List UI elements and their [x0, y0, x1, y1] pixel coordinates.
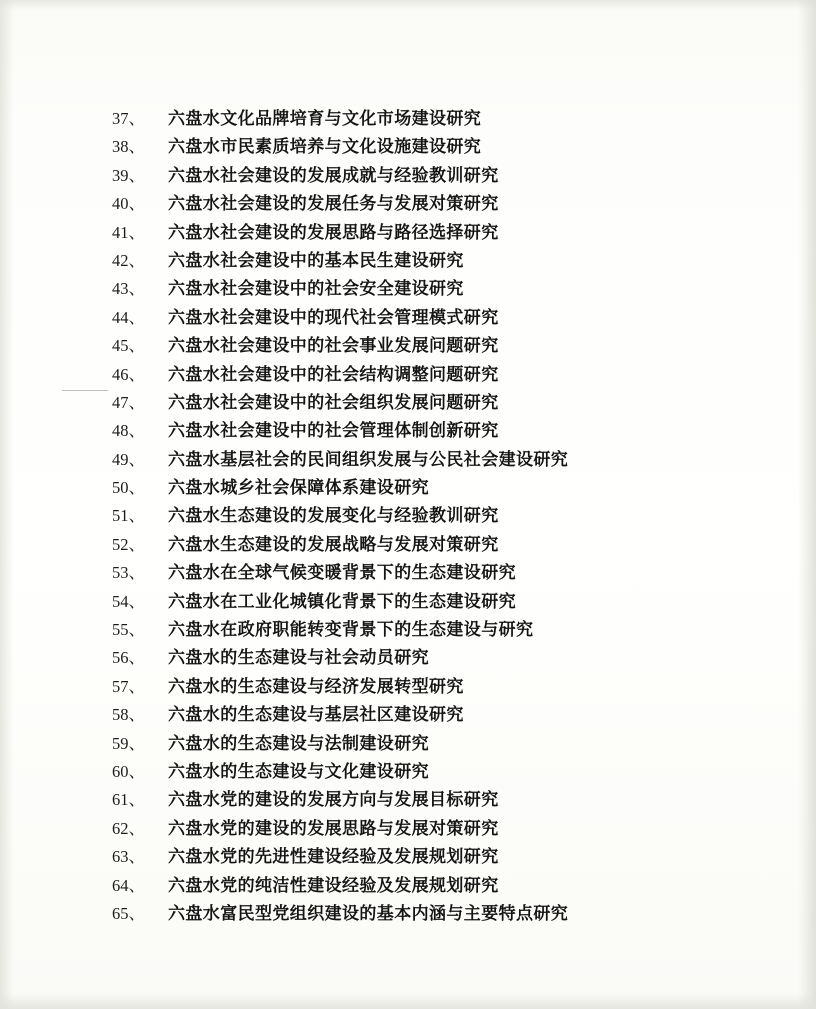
list-item: [0, 189, 816, 217]
list-item: [0, 104, 816, 132]
list-item-number: 40、: [112, 194, 145, 214]
list-item-number: 63、: [112, 847, 145, 867]
list-item-number: 52、: [112, 534, 145, 554]
list-item-number: 48、: [112, 421, 145, 441]
page-edge-top: [0, 0, 816, 10]
list-item: [0, 871, 816, 899]
list-item: [0, 416, 816, 444]
list-item-number: 39、: [112, 165, 145, 185]
list-item-number: 61、: [112, 790, 145, 810]
list-item-number: 50、: [112, 478, 145, 498]
list-item-number: 42、: [112, 250, 145, 270]
list-item-title: 六盘水社会建设的发展思路与路径选择研究: [168, 222, 499, 243]
list-item-number: 53、: [112, 563, 145, 583]
list-item-title: 六盘水生态建设的发展变化与经验教训研究: [168, 506, 499, 527]
list-item-number: 44、: [112, 307, 145, 327]
list-item: [0, 132, 816, 160]
list-item: [0, 615, 816, 643]
list-item-number: 51、: [112, 506, 145, 526]
list-item-title: 六盘水社会建设的发展任务与发展对策研究: [168, 194, 499, 215]
list-item-title: 六盘水社会建设中的社会事业发展问题研究: [168, 336, 499, 357]
topic-list: [0, 104, 816, 927]
list-item-title: 六盘水社会建设中的社会组织发展问题研究: [168, 392, 499, 413]
list-item-title: 六盘水在工业化城镇化背景下的生态建设研究: [168, 591, 516, 612]
list-item-number: 43、: [112, 279, 145, 299]
list-item: [0, 558, 816, 586]
list-item-title: 六盘水的生态建设与基层社区建设研究: [168, 705, 464, 726]
list-item: [0, 274, 816, 302]
list-item-title: 六盘水的生态建设与法制建设研究: [168, 733, 429, 754]
list-item-number: 47、: [112, 392, 145, 412]
list-item-number: 46、: [112, 364, 145, 384]
list-item-title: 六盘水城乡社会保障体系建设研究: [168, 478, 429, 499]
list-item-number: 62、: [112, 818, 145, 838]
list-item-title: 六盘水的生态建设与经济发展转型研究: [168, 676, 464, 697]
list-item: [0, 672, 816, 700]
list-item-title: 六盘水的生态建设与文化建设研究: [168, 761, 429, 782]
page-edge-bottom: [0, 993, 816, 1009]
list-item: [0, 331, 816, 359]
list-item: [0, 757, 816, 785]
list-item: [0, 530, 816, 558]
list-item-number: 41、: [112, 222, 145, 242]
list-item-title: 六盘水党的建设的发展思路与发展对策研究: [168, 818, 499, 839]
list-item-number: 58、: [112, 705, 145, 725]
list-item-title: 六盘水市民素质培养与文化设施建设研究: [168, 137, 482, 158]
list-item-title: 六盘水社会建设中的社会管理体制创新研究: [168, 421, 499, 442]
list-item: [0, 473, 816, 501]
list-item: [0, 388, 816, 416]
list-item-title: 六盘水生态建设的发展战略与发展对策研究: [168, 534, 499, 555]
list-item-title: 六盘水党的建设的发展方向与发展目标研究: [168, 790, 499, 811]
list-item-title: 六盘水富民型党组织建设的基本内涵与主要特点研究: [168, 903, 569, 924]
list-item-number: 64、: [112, 875, 145, 895]
list-item-number: 49、: [112, 449, 145, 469]
list-item: [0, 303, 816, 331]
list-item: [0, 643, 816, 671]
list-item: [0, 161, 816, 189]
list-item: [0, 501, 816, 529]
list-item-number: 54、: [112, 591, 145, 611]
list-item-number: 38、: [112, 137, 145, 157]
list-item-title: 六盘水社会建设中的社会结构调整问题研究: [168, 364, 499, 385]
list-item-title: 六盘水基层社会的民间组织发展与公民社会建设研究: [168, 449, 569, 470]
list-item: [0, 700, 816, 728]
list-item-number: 45、: [112, 336, 145, 356]
list-item-title: 六盘水文化品牌培育与文化市场建设研究: [168, 109, 482, 129]
list-item-number: 56、: [112, 648, 145, 668]
list-item-title: 六盘水党的纯洁性建设经验及发展规划研究: [168, 875, 499, 896]
list-item-title: 六盘水在政府职能转变背景下的生态建设与研究: [168, 620, 534, 641]
list-item: [0, 814, 816, 842]
list-item-title: 六盘水党的先进性建设经验及发展规划研究: [168, 847, 499, 868]
list-item: [0, 246, 816, 274]
list-item-number: 59、: [112, 733, 145, 753]
list-item: [0, 899, 816, 927]
list-item-number: 60、: [112, 761, 145, 781]
list-item: [0, 445, 816, 473]
list-item: [0, 729, 816, 757]
list-item-title: 六盘水社会建设的发展成就与经验教训研究: [168, 165, 499, 186]
list-item-title: 六盘水的生态建设与社会动员研究: [168, 648, 429, 669]
list-item-title: 六盘水社会建设中的现代社会管理模式研究: [168, 307, 499, 328]
list-item: [0, 785, 816, 813]
list-item-title: 六盘水社会建设中的基本民生建设研究: [168, 250, 464, 271]
list-item: [0, 842, 816, 870]
list-item-number: 57、: [112, 676, 145, 696]
list-item-number: 55、: [112, 620, 145, 640]
list-item: [0, 218, 816, 246]
list-item: [0, 360, 816, 388]
list-item-title: 六盘水社会建设中的社会安全建设研究: [168, 279, 464, 300]
list-item-title: 六盘水在全球气候变暖背景下的生态建设研究: [168, 563, 516, 584]
list-item: [0, 587, 816, 615]
list-item-number: 37、: [112, 109, 145, 128]
list-item-number: 65、: [112, 903, 145, 923]
